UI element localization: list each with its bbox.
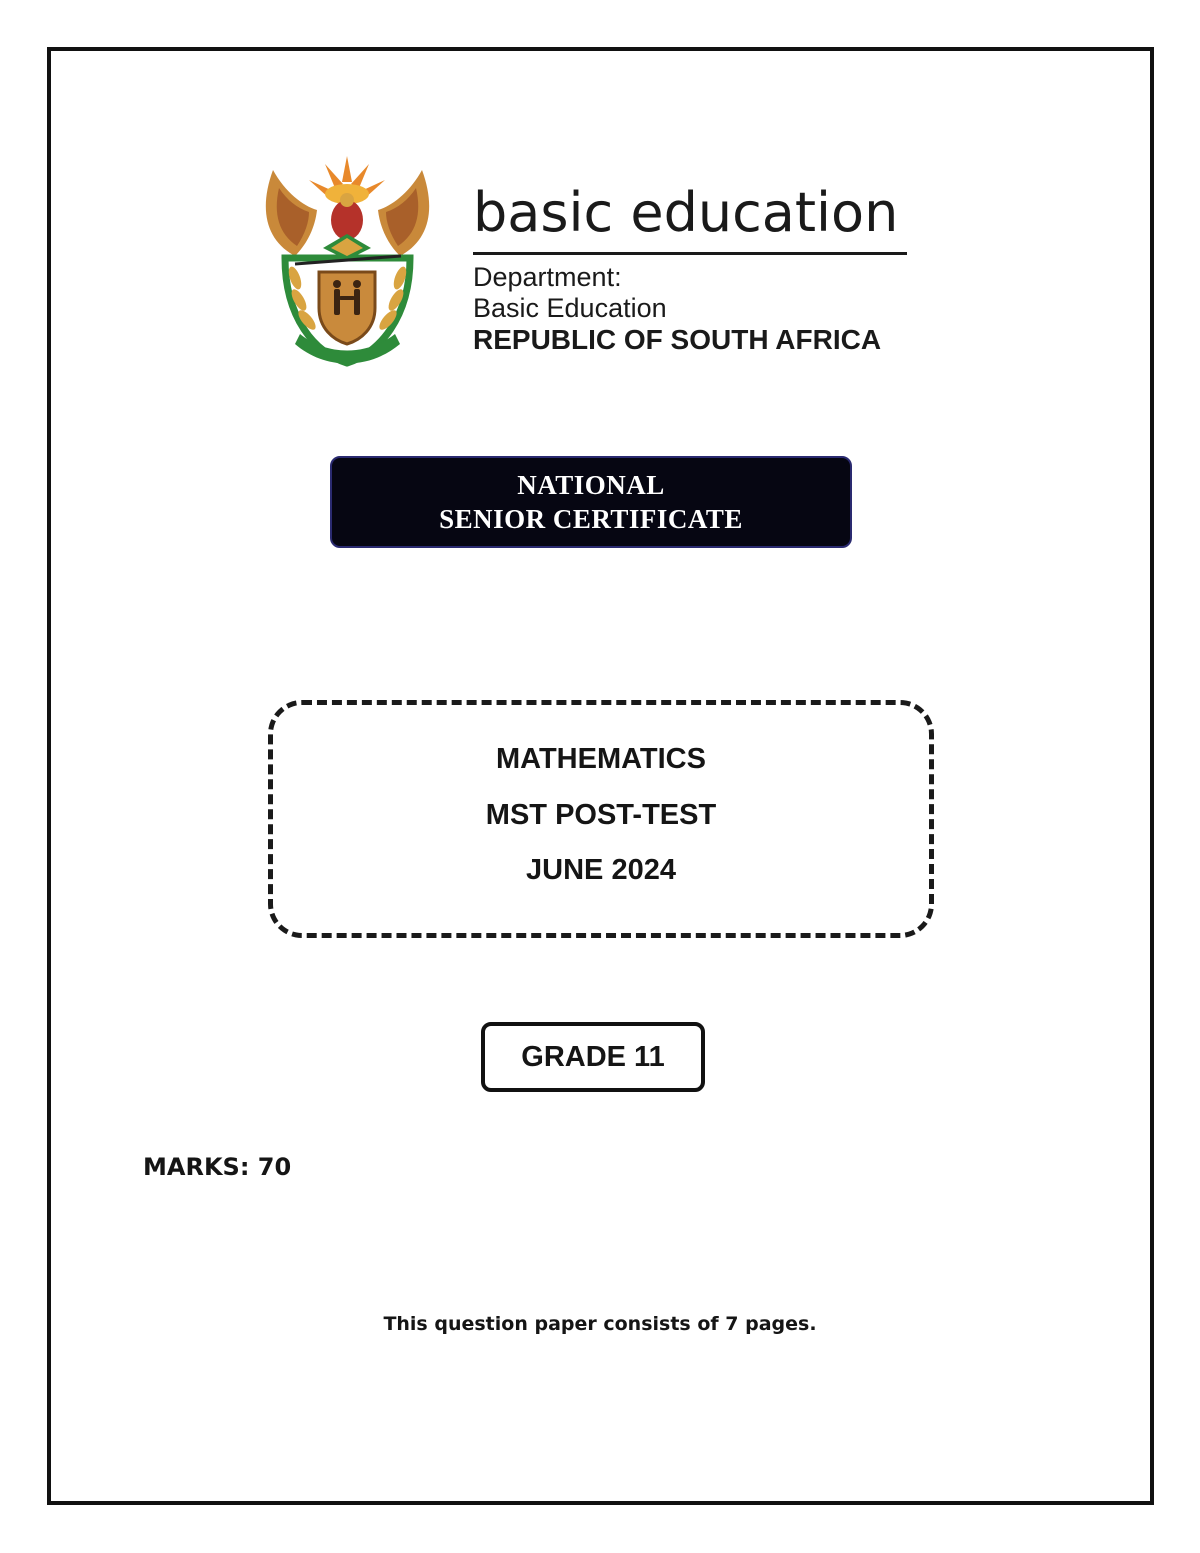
test-name: MST POST-TEST [485,799,717,831]
department-line-1: Department: [473,262,622,292]
brand-title: basic education [473,181,899,244]
banner-line-2: SENIOR CERTIFICATE [439,504,743,534]
marks-label: MARKS: 70 [143,1153,292,1181]
banner-line-1: NATIONAL [517,470,665,500]
exam-date: JUNE 2024 [526,854,676,886]
department-logo [255,148,915,378]
grade-label: GRADE 11 [521,1040,665,1073]
grade-box [481,1022,705,1092]
nsc-banner [330,456,852,548]
department-line-2: Basic Education [473,293,667,323]
subject-title: MATHEMATICS [496,743,706,775]
pages-note: This question paper consists of 7 pages. [383,1313,817,1335]
department-line-3: REPUBLIC OF SOUTH AFRICA [473,324,882,355]
subject-box [268,700,934,938]
brand-rule-divider [473,252,907,255]
coat-of-arms-icon [255,148,440,373]
